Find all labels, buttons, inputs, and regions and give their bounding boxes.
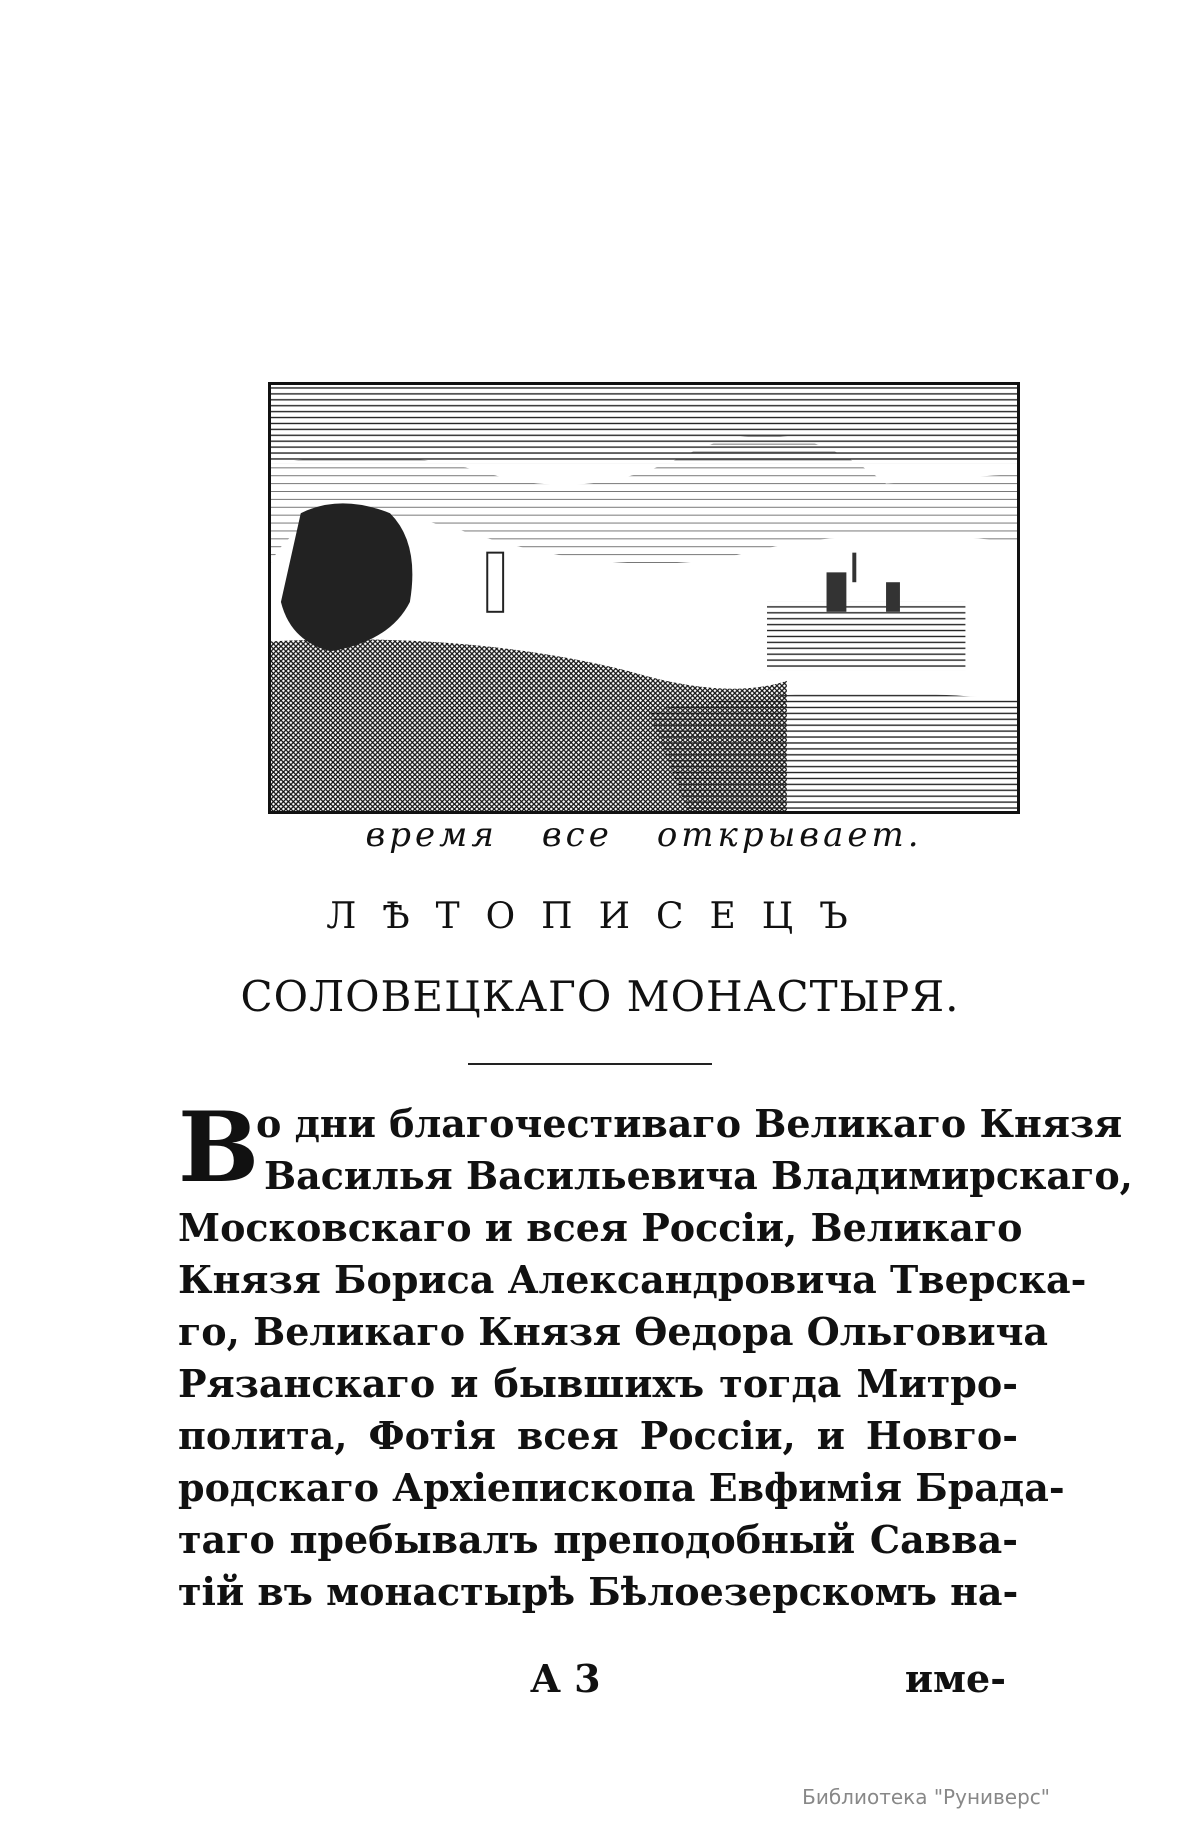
engraving-illustration (268, 382, 1020, 814)
divider-rule (468, 1063, 712, 1065)
text-line: Рязанскаго и бывшихъ тогда Митро- (178, 1361, 1018, 1406)
page-subtitle: СОЛОВЕЦКАГО МОНАСТЫРЯ. (240, 972, 960, 1021)
caption-word: время (365, 815, 498, 855)
caption-word: все (541, 815, 613, 855)
engraving-landscape-icon (271, 385, 1017, 811)
text-line: таго пребывалъ преподобный Савва- (178, 1517, 1018, 1562)
drop-cap: В (178, 1091, 260, 1204)
catchword: име- (904, 1656, 1006, 1701)
text-line: Князя Бориса Александровича Тверска- (178, 1257, 1087, 1302)
text-line: Василья Васильевича Владимирскаго, (264, 1153, 1133, 1198)
library-watermark: Библиотека "Руниверс" (802, 1785, 1050, 1809)
signature-mark: А 3 (530, 1656, 601, 1701)
text-line: тій въ монастырѣ Бѣлоезерскомъ на- (178, 1569, 1019, 1614)
engraving-caption (268, 815, 1020, 855)
text-line: полита, Фотія всея Россіи, и Новго- (178, 1413, 1018, 1458)
body-text (178, 1091, 1133, 1618)
text-line: родскаго Архіепископа Евфимія Брада- (178, 1465, 1065, 1510)
text-line: го, Великаго Князя Ѳедора Ольговича (178, 1309, 1049, 1354)
page-footer (178, 1656, 1018, 1708)
text-line: о дни благочестиваго Великаго Князя (256, 1101, 1123, 1146)
text-line: Московскаго и всея Россіи, Великаго (178, 1205, 1023, 1250)
page-title: ЛѢТОПИСЕЦЪ (326, 896, 874, 937)
caption-word: открывает. (656, 815, 923, 855)
